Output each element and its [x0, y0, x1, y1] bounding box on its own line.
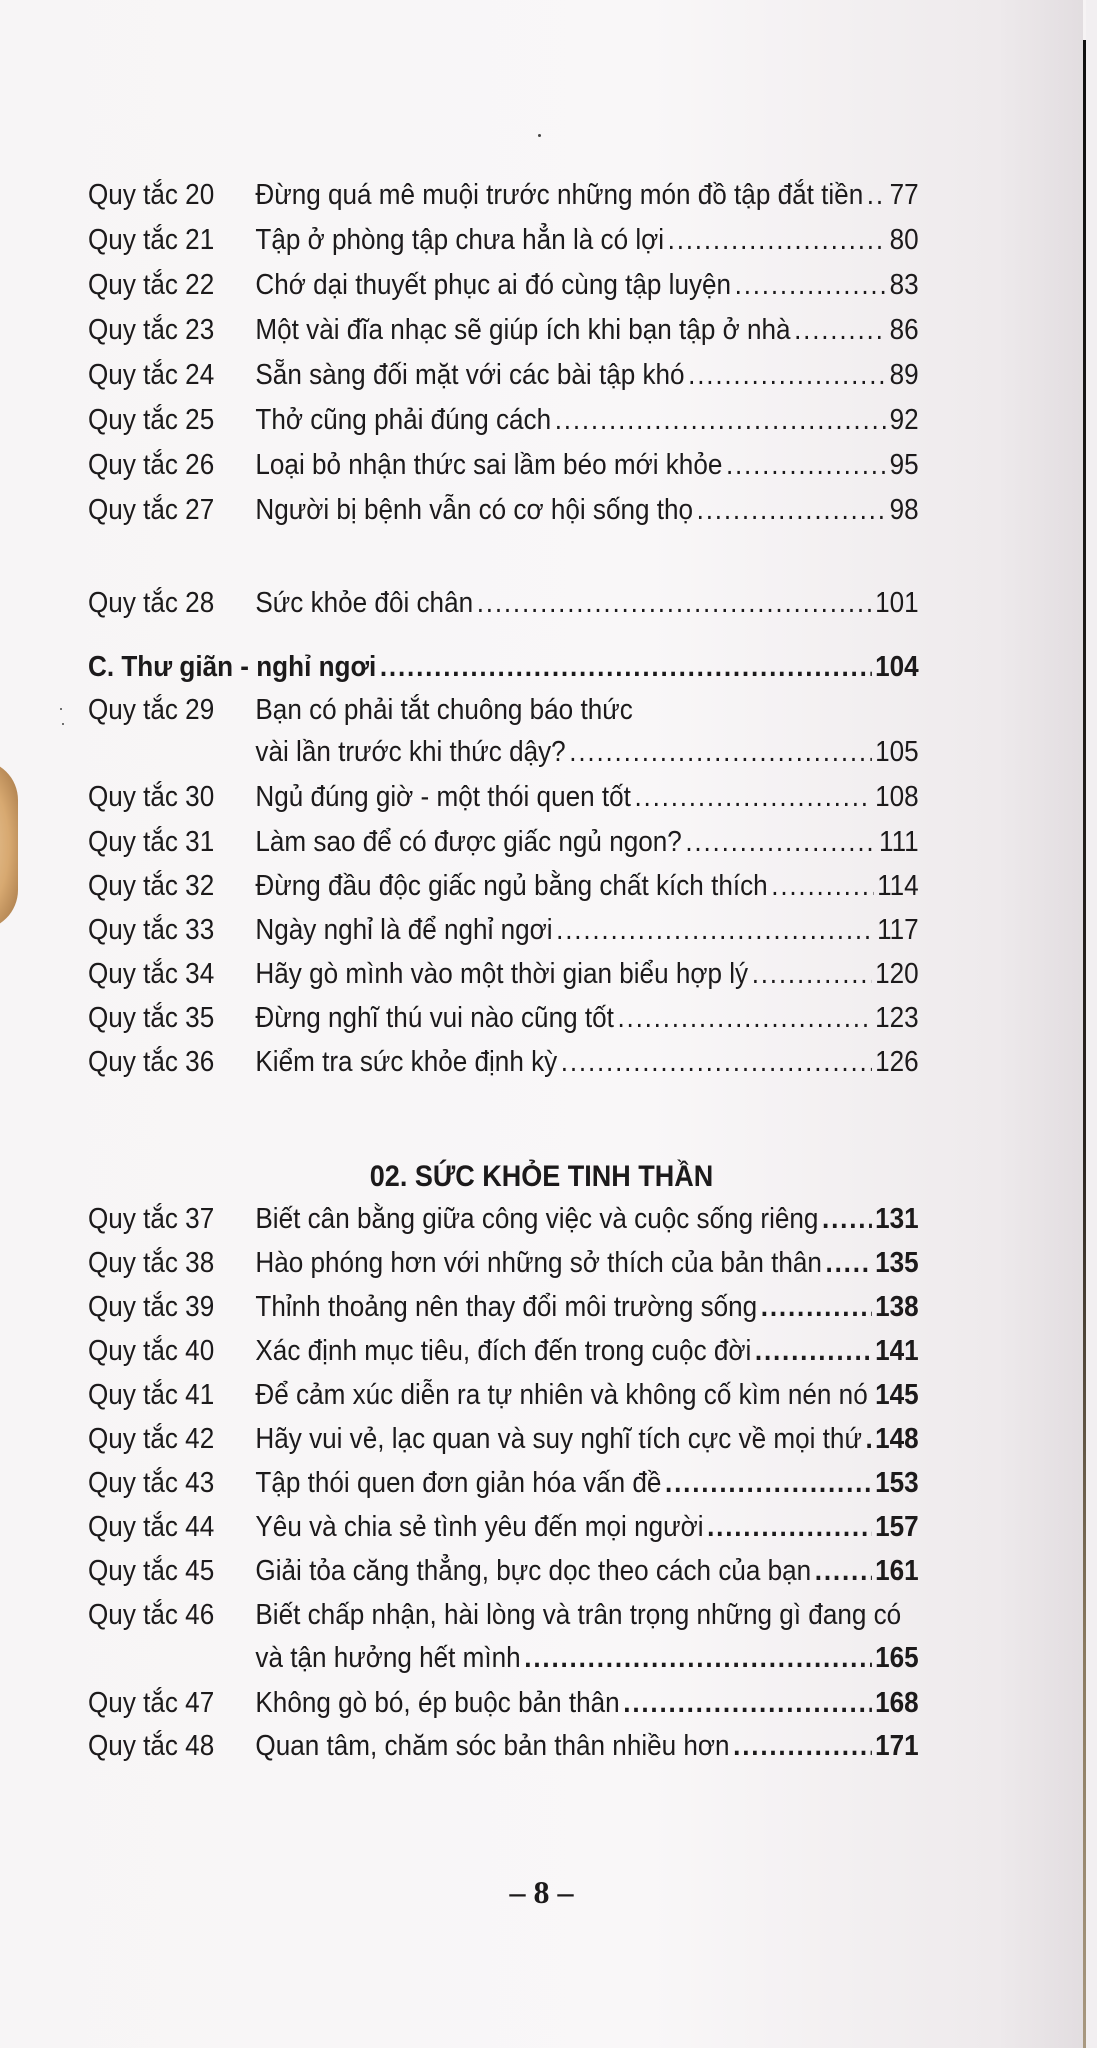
page-ref: 117 [877, 914, 919, 946]
rule-title: Loại bỏ nhận thức sai lầm béo mới khỏe [255, 449, 723, 481]
page-ref: 101 [875, 587, 919, 619]
toc-entry[interactable] [9, 1507, 984, 1547]
toc-entry[interactable] [9, 1463, 984, 1503]
page-ref: 111 [879, 826, 919, 858]
rule-title: Biết chấp nhận, hài lòng và trân trọng những gì đang có [255, 1599, 902, 1631]
rule-title: Đừng quá mê muội trước những món đồ tập đắt tiền [255, 179, 864, 211]
dot-leader [735, 265, 886, 305]
rule-label: Quy tắc 27 [88, 494, 215, 526]
toc-entry-continuation[interactable] [9, 1638, 984, 1678]
rule-label: Quy tắc 20 [88, 179, 215, 211]
page-ref: 141 [875, 1335, 919, 1367]
rule-title: Đừng nghĩ thú vui nào cũng tốt [255, 1002, 614, 1034]
page-ref: 171 [875, 1730, 919, 1762]
dot-leader [569, 732, 871, 772]
page-ref: 98 [889, 494, 919, 526]
rule-label: Quy tắc 44 [88, 1511, 215, 1543]
dot-leader [623, 1683, 871, 1723]
rule-label: Quy tắc 22 [88, 269, 215, 301]
dot-leader [665, 1463, 872, 1503]
dot-leader [380, 647, 872, 687]
page-ref: 135 [875, 1247, 919, 1279]
page-ref: 104 [875, 651, 919, 683]
toc-entry[interactable] [9, 220, 984, 260]
toc-entry[interactable] [9, 1287, 984, 1327]
rule-title: Chớ dại thuyết phục ai đó cùng tập luyện [255, 269, 732, 301]
toc-entry[interactable] [9, 400, 984, 440]
rule-title: Tập ở phòng tập chưa hẳn là có lợi [255, 224, 665, 256]
page-ref: 105 [875, 736, 919, 768]
rule-label: Quy tắc 45 [88, 1555, 215, 1587]
rule-label: Quy tắc 26 [88, 449, 215, 481]
page-ref: 126 [875, 1046, 919, 1078]
dot-leader [726, 445, 886, 485]
page-ref: 89 [889, 359, 919, 391]
rule-label: Quy tắc 41 [88, 1379, 215, 1411]
page-ref: 123 [875, 1002, 919, 1034]
rule-label: Quy tắc 23 [88, 314, 215, 346]
dot-leader [688, 355, 886, 395]
dot-leader [733, 1726, 871, 1766]
dot-leader [561, 1042, 872, 1082]
rule-label: Quy tắc 30 [88, 781, 215, 813]
dot-leader [634, 777, 871, 817]
page-ref: 145 [875, 1379, 919, 1411]
page-ref: 80 [889, 224, 919, 256]
rule-title: Hãy vui vẻ, lạc quan và suy nghĩ tích cực về mọi thứ [255, 1423, 862, 1455]
page-ref: 161 [875, 1555, 919, 1587]
dot-leader [866, 1419, 872, 1459]
toc-entry[interactable] [9, 1375, 984, 1415]
chapter-heading: 02. SỨC KHỎE TINH THẦN [369, 1160, 714, 1193]
page-ref: 92 [889, 404, 919, 436]
toc-entry[interactable] [9, 175, 984, 215]
rule-title: Ngày nghỉ là để nghỉ ngơi [255, 914, 553, 946]
rule-label: Quy tắc 40 [88, 1335, 215, 1367]
dot-leader [815, 1551, 872, 1591]
dot-leader [556, 910, 873, 950]
rule-title: Thở cũng phải đúng cách [255, 404, 552, 436]
rule-label: Quy tắc 34 [88, 958, 215, 990]
page-ref: 95 [889, 449, 919, 481]
toc-section-c[interactable] [9, 647, 984, 687]
toc-entry[interactable] [9, 954, 984, 994]
toc-entry[interactable] [9, 583, 984, 623]
toc-entry[interactable] [9, 1243, 984, 1283]
rule-title: Biết cân bằng giữa công việc và cuộc sống riêng [255, 1203, 819, 1235]
dot-leader [752, 954, 872, 994]
rule-title: vài lần trước khi thức dậy? [255, 736, 566, 768]
page-ref: 131 [875, 1203, 919, 1235]
rule-title: Hãy gò mình vào một thời gian biểu hợp lý [255, 958, 749, 990]
toc-entry[interactable] [9, 690, 984, 730]
dot-leader [822, 1199, 872, 1239]
dot-leader [761, 1287, 872, 1327]
toc-entry[interactable] [9, 490, 984, 530]
toc-entry[interactable] [9, 1683, 984, 1723]
rule-label: Quy tắc 33 [88, 914, 215, 946]
toc-entry[interactable] [9, 866, 984, 906]
rule-title: Ngủ đúng giờ - một thói quen tốt [255, 781, 631, 813]
toc-entry[interactable] [9, 1199, 984, 1239]
toc-entry[interactable] [9, 910, 984, 950]
dot-leader [771, 866, 873, 906]
background [1086, 0, 1097, 2048]
toc-entry[interactable] [9, 265, 984, 305]
rule-title: Sẵn sàng đối mặt với các bài tập khó [255, 359, 685, 391]
rule-label: Quy tắc 31 [88, 826, 215, 858]
rule-label: Quy tắc 35 [88, 1002, 215, 1034]
page-ref: 153 [875, 1467, 919, 1499]
toc-entry[interactable] [9, 1595, 984, 1635]
page-ref: 148 [875, 1423, 919, 1455]
toc-entry[interactable] [9, 310, 984, 350]
page-ref: 165 [875, 1642, 919, 1674]
rule-label: Quy tắc 29 [88, 694, 215, 726]
rule-title: Để cảm xúc diễn ra tự nhiên và không cố kìm nén nó [255, 1379, 868, 1411]
rule-title: Hào phóng hơn với những sở thích của bản thân [255, 1247, 822, 1279]
rule-label: Quy tắc 32 [88, 870, 215, 902]
page-number: – 8 – [509, 1874, 574, 1910]
toc-entry[interactable] [9, 1551, 984, 1591]
rule-title: và tận hưởng hết mình [255, 1642, 521, 1674]
rule-label: Quy tắc 24 [88, 359, 215, 391]
page-ref: 83 [889, 269, 919, 301]
rule-title: Kiểm tra sức khỏe định kỳ [255, 1046, 558, 1078]
rule-title: Người bị bệnh vẫn có cơ hội sống thọ [255, 494, 694, 526]
rule-label: Quy tắc 25 [88, 404, 215, 436]
dot-leader [867, 175, 886, 215]
dot-leader [707, 1507, 871, 1547]
rule-title: Sức khỏe đôi chân [255, 587, 474, 619]
rule-title: Bạn có phải tắt chuông báo thức [255, 694, 633, 726]
page-ref: 86 [889, 314, 919, 346]
dot-leader [826, 1243, 872, 1283]
toc-entry-continuation[interactable] [9, 732, 984, 772]
rule-title: Thỉnh thoảng nên thay đổi môi trường sống [255, 1291, 758, 1323]
rule-label: Quy tắc 38 [88, 1247, 215, 1279]
toc-entry[interactable] [9, 445, 984, 485]
rule-title: Quan tâm, chăm sóc bản thân nhiều hơn [255, 1730, 730, 1762]
dot-leader [524, 1638, 871, 1678]
rule-title: Giải tỏa căng thẳng, bực dọc theo cách của bạn [255, 1555, 812, 1587]
section-title: C. Thư giãn - nghỉ ngơi [88, 651, 377, 683]
rule-label: Quy tắc 28 [88, 587, 215, 619]
rule-title: Tập thói quen đơn giản hóa vấn đề [255, 1467, 662, 1499]
toc-entry[interactable] [9, 998, 984, 1038]
toc-entry[interactable] [9, 1726, 984, 1766]
page-ref: 108 [875, 781, 919, 813]
toc-entry[interactable] [9, 1419, 984, 1459]
rule-title: Không gò bó, ép buộc bản thân [255, 1687, 620, 1719]
page-ref: 114 [877, 870, 919, 902]
page-ref: 138 [875, 1291, 919, 1323]
dot-leader [555, 400, 886, 440]
rule-label: Quy tắc 46 [88, 1599, 215, 1631]
page-ref: 157 [875, 1511, 919, 1543]
rule-label: Quy tắc 39 [88, 1291, 215, 1323]
rule-label: Quy tắc 37 [88, 1203, 215, 1235]
rule-title: Một vài đĩa nhạc sẽ giúp ích khi bạn tập ở nhà [255, 314, 791, 346]
rule-title: Xác định mục tiêu, đích đến trong cuộc đời [255, 1335, 752, 1367]
dot-leader [617, 998, 871, 1038]
rule-label: Quy tắc 21 [88, 224, 215, 256]
dot-leader [668, 220, 886, 260]
dot-leader [477, 583, 872, 623]
toc-entry[interactable] [9, 777, 984, 817]
toc-entry[interactable] [9, 1042, 984, 1082]
toc-entry[interactable] [9, 355, 984, 395]
dot-leader [755, 1331, 872, 1371]
rule-label: Quy tắc 42 [88, 1423, 215, 1455]
dot-leader [794, 310, 886, 350]
rule-label: Quy tắc 48 [88, 1730, 215, 1762]
rule-label: Quy tắc 47 [88, 1687, 215, 1719]
dot-leader [697, 490, 886, 530]
ink-speck [538, 134, 541, 137]
rule-title: Yêu và chia sẻ tình yêu đến mọi người [255, 1511, 704, 1543]
rule-label: Quy tắc 43 [88, 1467, 215, 1499]
dot-leader [685, 822, 875, 862]
page-ref: 77 [889, 179, 919, 211]
toc-entry[interactable] [9, 1331, 984, 1371]
toc-entry[interactable] [9, 822, 984, 862]
page-ref: 168 [875, 1687, 919, 1719]
rule-label: Quy tắc 36 [88, 1046, 215, 1078]
rule-title: Đừng đầu độc giấc ngủ bằng chất kích thích [255, 870, 768, 902]
rule-title: Làm sao để có được giấc ngủ ngon? [255, 826, 682, 858]
page-ref: 120 [875, 958, 919, 990]
